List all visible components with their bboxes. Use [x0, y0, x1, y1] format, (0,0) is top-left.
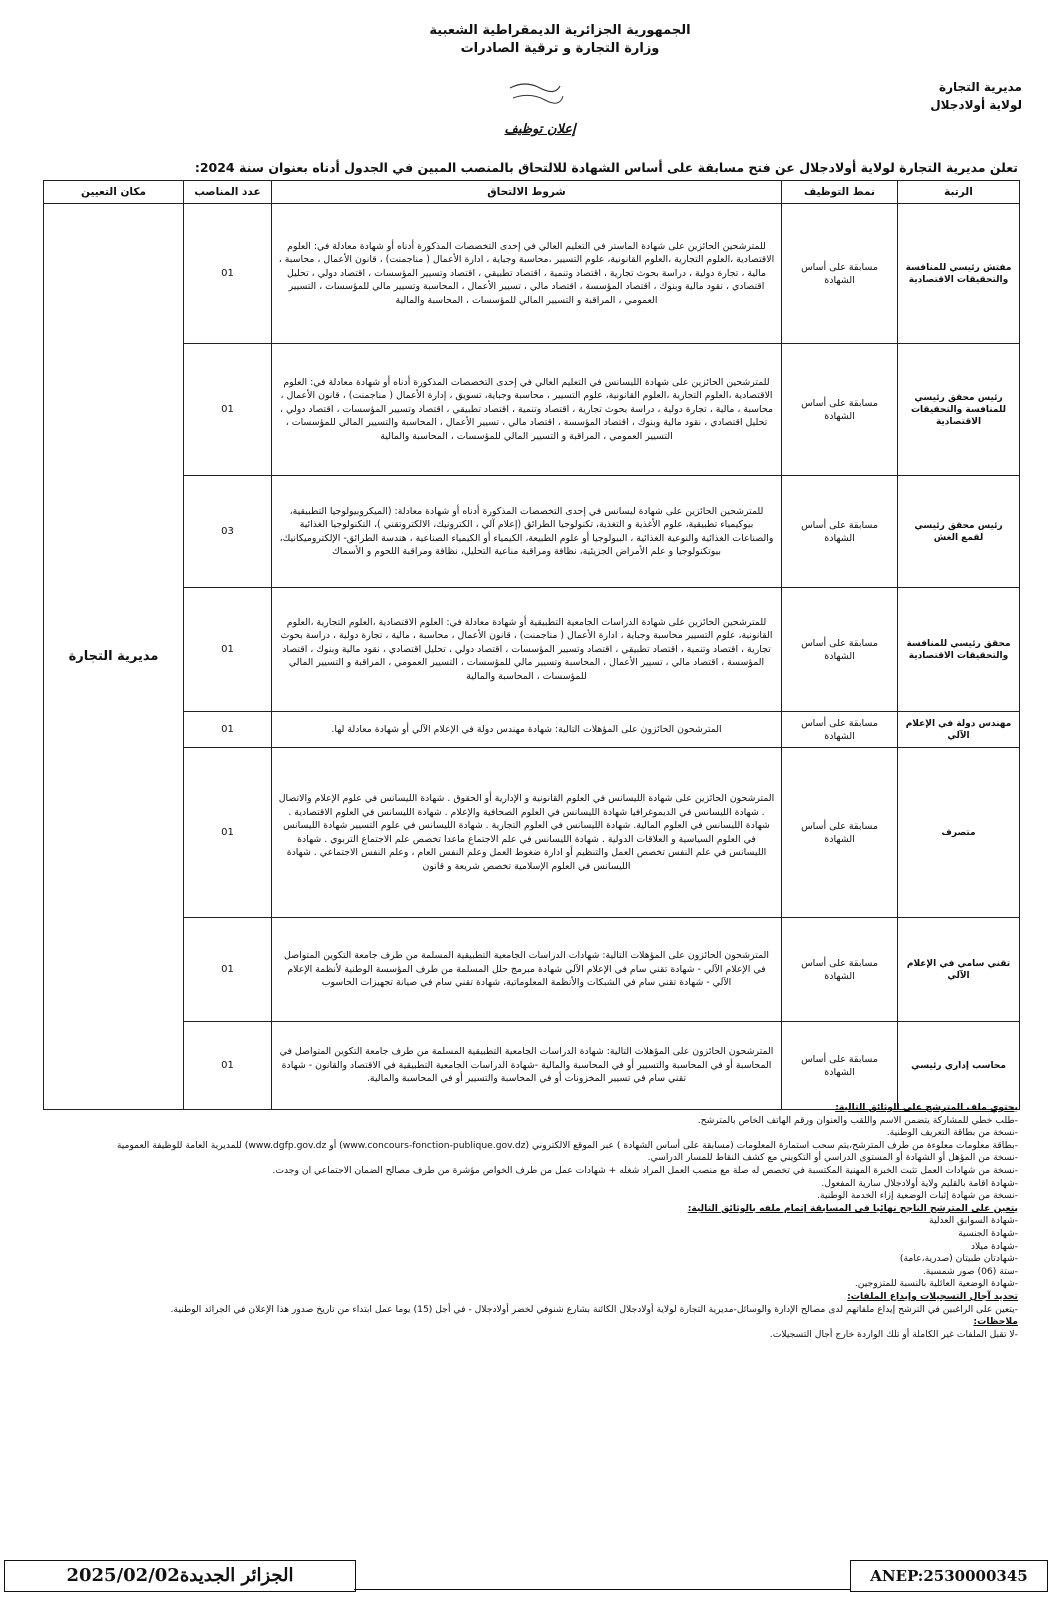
place-cell: مديرية التجارة [44, 204, 184, 1110]
final-item: -شهادة ميلاد [970, 1240, 1018, 1252]
mode-cell: مسابقة على أساس الشهادة [782, 344, 898, 476]
directorate-line1: مديرية التجارة [939, 80, 1022, 94]
rank-cell: مفتش رئيسي للمنافسة والتحقيقات الاقتصادية [898, 204, 1020, 344]
count-cell: 01 [184, 712, 272, 748]
final-item: -شهادة الوضعية العائلية بالنسبة للمتزوجين. [854, 1278, 1018, 1290]
rank-cell: رئيس محقق رئيسي للمنافسة والتحقيقات الاقتصادية [898, 344, 1020, 476]
file-item: -بطاقة معلومات معلوءة من طرف المترشح،يتم سحب استمارة المعلومات (مسابقة على أساس الشهادة ) عبر الموقع الالكتروني (www.concours-fonction-publique.gov.dz) أو www.dgfp.gov.dz) للمديرية العامة للوظيفة العمومية [116, 1139, 1018, 1151]
file-title: يحتوي ملف المترشح على الوثائق التالية: [835, 1102, 1018, 1113]
table-row [44, 918, 1020, 1022]
header-mode: نمط التوظيف [782, 181, 898, 204]
table-row [44, 476, 1020, 588]
rank-cell: محقق رئيسي للمنافسة والتحقيقات الاقتصادية [898, 588, 1020, 712]
count-cell: 01 [184, 1022, 272, 1110]
final-title: يتعين على المترشح الناجح نهائيا في المسابقة إتمام ملفه بالوثائق التالية: [687, 1202, 1018, 1214]
file-item: -نسخة من بطاقة التعريف الوطنية. [886, 1127, 1018, 1139]
mode-cell: مسابقة على أساس الشهادة [782, 1022, 898, 1110]
final-item: -شهادتان طبيتان (صدرية،عامة) [899, 1253, 1018, 1265]
republic-name: الجمهورية الجزائرية الديمقراطية الشعبية [429, 23, 691, 38]
header-conditions: شروط الالتحاق [272, 181, 782, 204]
final-item: -شهادة الجنسية [958, 1227, 1018, 1239]
count-cell: 03 [184, 476, 272, 588]
intro-text: تعلن مديرية التجارة لولاية أولادجلال عن فتح مسابقة على أساس الشهادة للالتحاق بالمنصب المبين في الجدول أدناه بعنوان سنة 2024: [194, 160, 1018, 175]
final-item: -ستة (06) صور شمسية. [922, 1265, 1018, 1277]
count-cell: 01 [184, 588, 272, 712]
rank-cell: رئيس محقق رئيسي لقمع الغش [898, 476, 1020, 588]
newspaper-date: الجزائر الجديدة2025/02/02 [4, 1560, 356, 1592]
count-cell: 01 [184, 344, 272, 476]
file-items-list [38, 1115, 1018, 1203]
footer-divider [354, 1589, 850, 1590]
announcement-title: إعلان توظيف [504, 122, 576, 137]
positions-table [43, 180, 1020, 1110]
mode-cell: مسابقة على أساس الشهادة [782, 918, 898, 1022]
conditions-cell: المترشحون الحائزون على المؤهلات التالية: شهادة الدراسات الجامعية التطبيقية المسلمة من طرف جامعة التكوين المتواصل في المحاسبة أو في المحاسبة والتسيير أو في المحاسبة والمالية -شهادة الدراسات الجامعية التطبيقية في الاقتصاد والقانون - شهادة تقني سام في تسيير المخزونات أو في المحاسبة والتسيير أو في المحاسبة والمالية. [272, 1022, 782, 1110]
mode-cell: مسابقة على أساس الشهادة [782, 588, 898, 712]
mode-cell: مسابقة على أساس الشهادة [782, 748, 898, 918]
anep-reference: ANEP:2530000345 [850, 1560, 1048, 1592]
table-row [44, 1022, 1020, 1110]
conditions-cell: للمترشحين الحائزين على شهادة الليسانس في التعليم العالي في إحدى التخصصات المذكورة أدناه أو شهادة معادلة في: العلوم الاقتصادية ،العلوم التجارية ،العلوم القانونية، علوم التسيير ، محاسبة وجباية، تسويق ، إدارة الأعمال ( مناجمنت) ، قانون الأعمال ، محاسبة ، مالية ، تجارة دولية ، دراسة بحوث تجارية ، اقتصاد وتنمية ، اقتصاد تطبيقي ، اقتصاد وتسيير المؤسسات ، اقتصاد دولي ، تحليل اقتصادي ، نقود مالية وبنوك ، اقتصاد المؤسسة ، اقتصاد مالي ، تسيير الأعمال ، المحاسبة والتسيير المالي للمؤسسات ، التسيير العمومي ، المراقبة و التسيير المالي للمؤسسات ، المحاسبة والمالية [272, 344, 782, 476]
file-item: -نسخة من شهادة إثبات الوضعية إزاء الخدمة الوطنية. [817, 1190, 1018, 1202]
header-count: عدد المناصب [184, 181, 272, 204]
conditions-cell: المترشحون الحائزون على المؤهلات التالية: شهادات الدراسات الجامعية التطبيقية المسلمة من طرف جامعة التكوين المتواصل في الإعلام الآلي - شهادة تقني سام في الإعلام الآلي شهادة مبرمج حلل المسلمة من طرف المؤسسة الوطنية لأنظمة الإعلام الآلي - شهادة تقني سام في الشبكات والأنظمة المعلوماتية، شهادة تقني سام في صيانة تجهيزات الحاسوب [272, 918, 782, 1022]
signature-scribble [505, 78, 565, 108]
deadline-title: تحديد آجال التسجيلات وإيداع الملفات: [847, 1290, 1018, 1302]
mode-cell: مسابقة على أساس الشهادة [782, 476, 898, 588]
mode-cell: مسابقة على أساس الشهادة [782, 712, 898, 748]
conditions-cell: للمترشحين الحائزين على شهادة الماستر في التعليم العالي في إحدى التخصصات المذكورة أدناه أو شهادة معادلة في: العلوم الاقتصادية ،العلوم التجارية ،العلوم القانونية، علوم التسيير ،محاسبة وجباية ، ادارة الأعمال ( مناجمنت) ، قانون الأعمال ، محاسبة ، مالية ، تجارة دولية ، دراسة بحوث تجارية ، اقتصاد وتنمية ، اقتصاد تطبيقي ، اقتصاد وتسيير المؤسسات ، اقتصاد دولي ، تحليل اقتصادي ، نقود مالية وبنوك ، اقتصاد المؤسسة ، اقتصاد مالي ، تسيير الأعمال ، المحاسبة وتسيير مالي للمؤسسات ، التسيير العمومي ، المراقبة و التسيير المالي للمؤسسات ، المحاسبة والمالية [272, 204, 782, 344]
table-row [44, 204, 1020, 344]
conditions-cell: المترشحون الحائزين على شهادة الليسانس في العلوم القانونية و الإدارية أو الحقوق . شهادة الليسانس في علوم الإعلام والاتصال . شهادة الليسانس في الديموغرافيا شهادة الليسانس في العلوم الصحافية والإعلام . شهادة الليسانس في العلوم الاقتصادية . شهادة الليسانس في العلوم المالية. شهادة الليسانس في العلوم التجارية . شهادة الليسانس في علوم التسيير شهادة الليسانس في العلوم السياسية و العلاقات الدولية . شهادة الليسانس في علم الاجتماع ماعدا تخصص علم الاجتماع التربوي . شهادة الليسانس في علم النفس تخصص العمل والتنظيم أو ادارة ضغوط العمل وعلم النفس العام ، وعلم النفس الاجتماعي . شهادة الليسانس في العلوم الإسلامية تخصص شريعة و قانون [272, 748, 782, 918]
table-row [44, 748, 1020, 918]
table-row [44, 588, 1020, 712]
mode-cell: مسابقة على أساس الشهادة [782, 204, 898, 344]
file-item: -طلب خطي للمشاركة يتضمن الاسم واللقب والعنوان ورقم الهاتف الخاص بالمترشح. [697, 1114, 1018, 1126]
final-items-list [38, 1215, 1018, 1291]
directorate-block [852, 78, 1022, 114]
file-item: -نسخة من المؤهل أو الشهادة أو المستوى الدراسي أو التكويني مع كشف النقاط للمسار الدراسي. [647, 1152, 1018, 1164]
rank-cell: مهندس دولة في الإعلام الآلي [898, 712, 1020, 748]
table-header-row [44, 181, 1020, 204]
conditions-cell: المترشحون الحائزون على المؤهلات التالية: شهادة مهندس دولة في الإعلام الآلي أو شهادة معادلة لها. [272, 712, 782, 748]
rank-cell: تقني سامي في الإعلام الآلي [898, 918, 1020, 1022]
rank-cell: محاسب إداري رئيسي [898, 1022, 1020, 1110]
notes-text: -لا تقبل الملفات غير الكاملة أو تلك الواردة خارج أجال التسجيلات. [769, 1328, 1018, 1340]
documents-section [38, 1102, 1018, 1341]
file-item: -شهادة اقامة بالقليم ولاية أولادجلال سارية المفعول. [821, 1177, 1018, 1189]
header-rank: الرتبة [898, 181, 1020, 204]
header-place: مكان التعيين [44, 181, 184, 204]
count-cell: 01 [184, 918, 272, 1022]
rank-cell: متصرف [898, 748, 1020, 918]
count-cell: 01 [184, 748, 272, 918]
conditions-cell: للمترشحين الحائزين على شهادة الدراسات الجامعية التطبيقية أو شهادة معادلة في: العلوم الاقتصادية ،العلوم التجارية ،العلوم القانونية، علوم التسيير محاسبة وجباية ، ادارة الأعمال ( مناجمنت) ، قانون الأعمال ، محاسبة ، مالية ، تجارة دولية ، دراسة بحوث تجارية ، اقتصاد وتنمية ، اقتصاد تطبيقي ، اقتصاد وتسيير المؤسسات ، اقتصاد دولي ، تحليل اقتصادي ، نقود مالية وبنوك ، اقتصاد المؤسسة ، اقتصاد مالي ، تسيير الأعمال ، المحاسبة وتسيير مالي للمؤسسات ، التسيير العمومي ، المراقبة و التسيير المالي للمؤسسات ، المحاسبة والمالية [272, 588, 782, 712]
count-cell: 01 [184, 204, 272, 344]
directorate-line2: لولاية أولادجلال [930, 98, 1022, 112]
table-row [44, 712, 1020, 748]
deadline-text: -يتعين على الراغبين في الترشح إيداع ملفاتهم لدى مصالح الإدارة والوسائل-مديرية التجارة لولاية أولادجلال الكائنة بشارع شنوفي لخضر أولادجلال - في أجل (15) يوما عمل ابتداء من تاريخ صدور هذا الإعلان في الجرائد الوطنية. [170, 1303, 1018, 1315]
ministry-name: وزارة التجارة و ترقية الصادرات [460, 41, 660, 56]
letterhead [360, 22, 760, 58]
conditions-cell: للمترشحين الحائزين على شهادة ليسانس في إحدى التخصصات المذكورة أدناه أو شهادة معادلة: (الميكروبيولوجيا التطبيقية، بيوكيمياء تطبيقية، علوم الأغذية و التغذية، تكنولوجيا الطرائق (إعلام آلي ، الكترونيك، الالكتروتقني )، التكنولوجيا الغذائية والصناعات الغذائية والنوعية الغذائية ، البيولوجيا أو علوم الطبيعة، الكيمياء أو الكيمياء الصناعية ، هندسة الطرائق- الإلكتروميكانيك، بيوتكنولوجيا و علم الأمراض الجزيئية، نظافة ومراقبة مناعية التحليل، نظافة ومراقبة اللحوم و الأسماك [272, 476, 782, 588]
table-row [44, 344, 1020, 476]
file-item: -نسخة من شهادات العمل تثبت الخبرة المهنية المكتسبة في تخصص له صلة مع منصب العمل المراد شغله + شهادات عمل من طرف الخواص مؤشرة من طرف مصالح الضمان الاجتماعي ان وجدت. [272, 1164, 1018, 1176]
notes-title: ملاحظات: [973, 1316, 1018, 1328]
final-item: -شهادة السوابق العدلية [929, 1215, 1018, 1227]
